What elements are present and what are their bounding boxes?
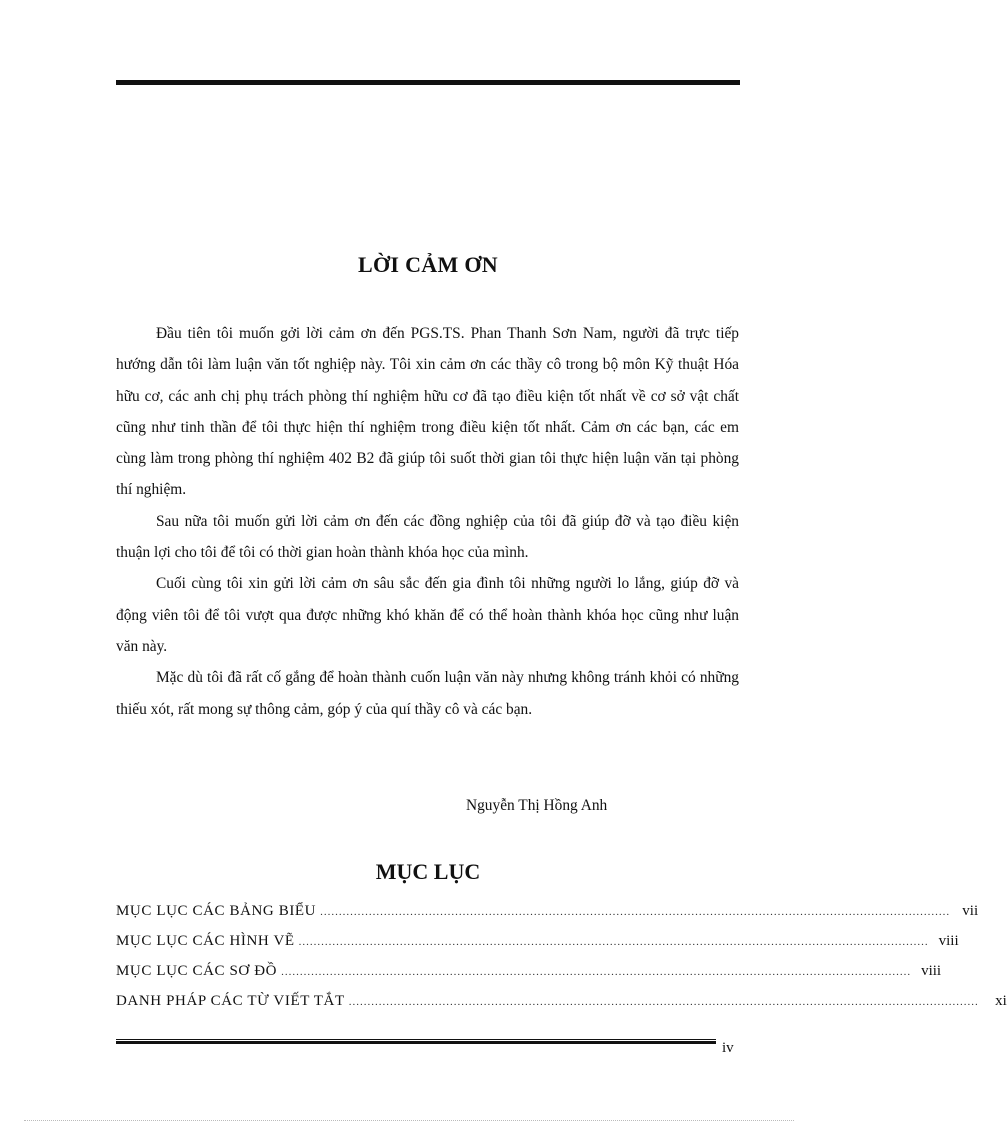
toc-entry-label: MỤC LỤC CÁC SƠ ĐỒ <box>116 963 278 979</box>
toc-entry[interactable] <box>116 928 959 958</box>
toc-leader-dots: ........................................................................................................................................................................ <box>348 996 979 1008</box>
toc-entry-page: viii <box>938 933 959 949</box>
table-of-contents <box>116 898 1007 1018</box>
toc-leader-dots: ........................................................................................................................................................................ <box>298 936 929 948</box>
acknowledgement-body <box>116 318 739 725</box>
acknowledgement-paragraph: Sau nữa tôi muốn gửi lời cảm ơn đến các đồng nghiệp của tôi đã giúp đỡ và tạo điều kiện thuận lợi cho tôi để tôi có thời gian hoàn thành khóa học của mình. <box>116 512 739 562</box>
toc-leader-dots: ........................................................................................................................................................................ <box>320 906 951 918</box>
acknowledgement-title: LỜI CẢM ƠN <box>358 252 498 277</box>
toc-entry-page: vii <box>962 903 979 919</box>
toc-leader-dots: ........................................................................................................................................................................ <box>281 966 912 978</box>
toc-entry[interactable] <box>116 898 979 928</box>
toc-entry[interactable] <box>116 988 1007 1018</box>
toc-entry[interactable] <box>116 958 942 988</box>
acknowledgement-paragraph: Mặc dù tôi đã rất cố gắng để hoàn thành cuốn luận văn này nhưng không tránh khỏi có những thiếu xót, rất mong sự thông cảm, góp ý của quí thầy cô và các bạn. <box>116 669 739 718</box>
page-boundary-dotted-line <box>24 1120 794 1121</box>
top-double-rule <box>116 80 740 84</box>
toc-entry-label: DANH PHÁP CÁC TỪ VIẾT TẮT <box>116 993 345 1009</box>
toc-title: MỤC LỤC <box>375 859 481 884</box>
toc-entry-label: MỤC LỤC CÁC HÌNH VẼ <box>116 933 295 949</box>
page-number: iv <box>722 1040 734 1056</box>
acknowledgement-paragraph: Cuối cùng tôi xin gửi lời cảm ơn sâu sắc đến gia đình tôi những người lo lắng, giúp đỡ và động viên tôi để tôi vượt qua được những khó khăn để có thể hoàn thành khóa học cũng như luận văn này. <box>116 575 739 655</box>
acknowledgement-paragraph: Đầu tiên tôi muốn gởi lời cảm ơn đến PGS.TS. Phan Thanh Sơn Nam, người đã trực tiếp hướng dẫn tôi làm luận văn tốt nghiệp này. Tôi xin cảm ơn các thầy cô trong bộ môn Kỹ thuật Hóa hữu cơ, các anh chị phụ trách phòng thí nghiệm hữu cơ đã tạo điều kiện tốt nhất về cơ sở vật chất cũng như tinh thần để tôi thực hiện thí nghiệm trong điều kiện tốt nhất. Cảm ơn các bạn, các em cùng làm trong phòng thí nghiệm 402 B2 đã giúp tôi suốt thời gian tôi thực hiện luận văn tại phòng thí nghiệm. <box>116 325 739 499</box>
bottom-double-rule <box>116 1039 716 1044</box>
author-signature: Nguyễn Thị Hồng Anh <box>466 797 608 814</box>
toc-entry-label: MỤC LỤC CÁC BẢNG BIỂU <box>116 903 317 919</box>
toc-entry-page: viii <box>921 963 942 979</box>
toc-entry-page: xi <box>995 993 1007 1009</box>
